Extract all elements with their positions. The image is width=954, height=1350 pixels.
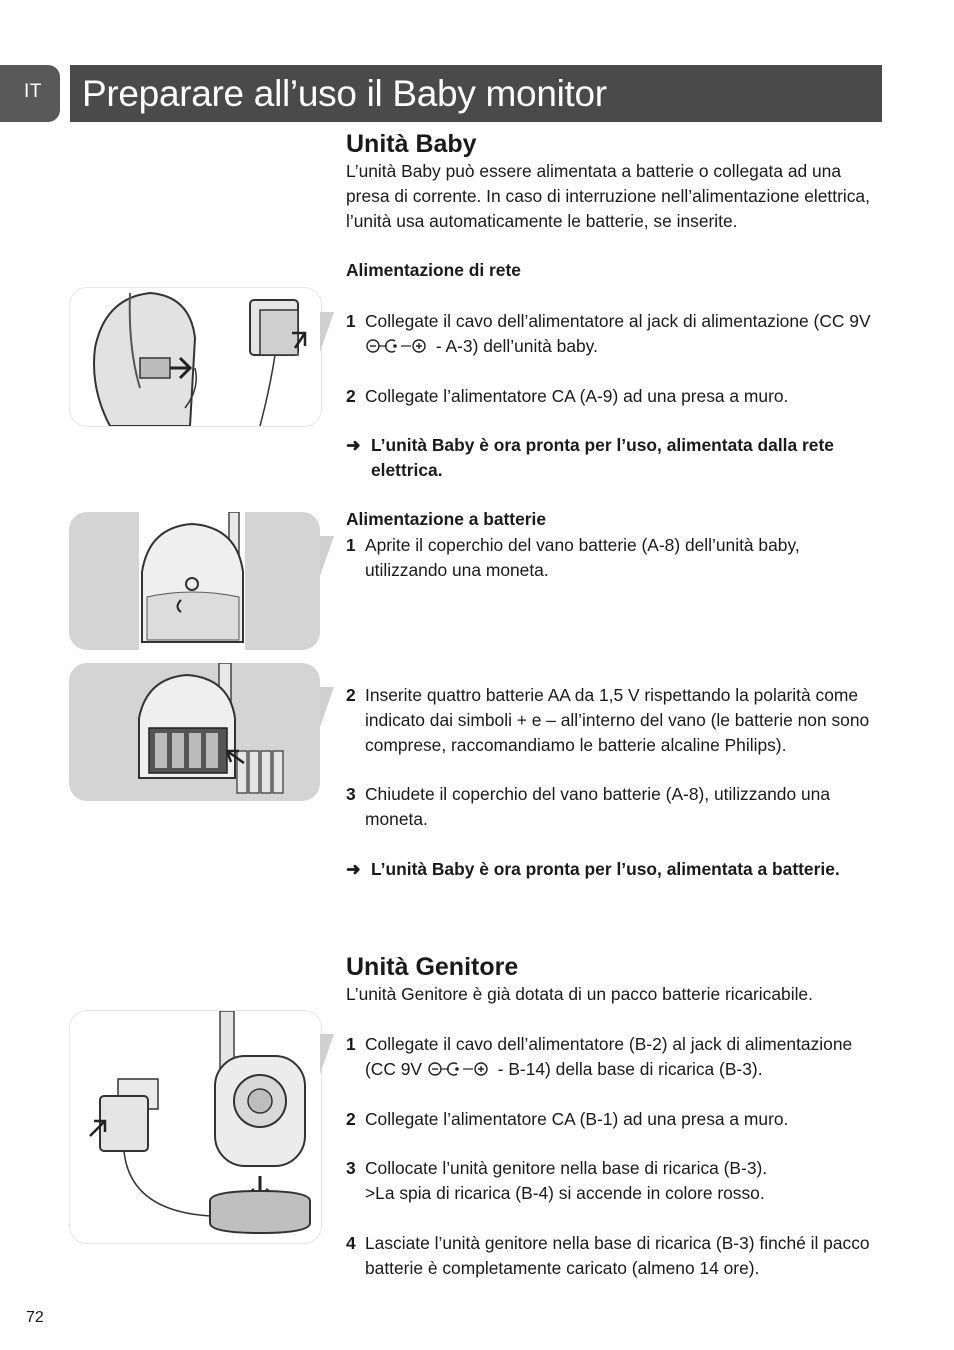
step-number: 1 (346, 1034, 356, 1054)
page-title: Preparare all’uso il Baby monitor (82, 73, 607, 114)
step-number: 3 (346, 784, 356, 804)
illustration-parent-unit-charger (69, 1010, 322, 1244)
mains-step-1 (346, 309, 886, 359)
parent-unit-intro: L’unità Genitore è già dotata di un pacco batterie ricaricabile. (346, 984, 813, 1004)
notch-decoration (320, 312, 334, 352)
step-number: 2 (346, 685, 356, 705)
section-heading-baby-unit: Unità Baby (346, 130, 477, 158)
mains-step-2 (346, 384, 886, 409)
battery-result (346, 857, 886, 882)
step-text: Lasciate l’unità genitore nella base di ricarica (B-3) finché il pacco batterie è completamente caricato (almeno 14 ore). (365, 1233, 870, 1278)
language-code: IT (24, 81, 42, 102)
step-text-continued: - A-3) dell’unità baby. (435, 336, 598, 356)
result-arrow-icon: ➜ (346, 859, 361, 879)
notch-decoration (320, 536, 334, 576)
step-text-continued: - B-14) della base di ricarica (B-3). (497, 1059, 763, 1079)
step-text: Collegate il cavo dell’alimentatore al jack di alimentazione (CC 9V (365, 311, 871, 331)
section-heading-parent-unit: Unità Genitore (346, 953, 519, 981)
step-note: >La spia di ricarica (B-4) si accende in colore rosso. (365, 1183, 765, 1203)
notch-decoration (320, 687, 334, 727)
battery-step-1 (346, 533, 886, 583)
step-number: 2 (346, 1109, 356, 1129)
step-number: 3 (346, 1158, 356, 1178)
baby-unit-plug-illustration-icon (70, 288, 321, 426)
parent-step-1 (346, 1032, 886, 1082)
language-tab (0, 65, 60, 122)
step-text: Collocate l’unità genitore nella base di ricarica (B-3). (365, 1158, 768, 1178)
step-number: 1 (346, 535, 356, 555)
subheading-mains-power: Alimentazione di rete (346, 260, 521, 280)
notch-decoration (320, 1034, 334, 1074)
illustration-insert-batteries (69, 663, 320, 801)
illustration-baby-unit-mains (69, 287, 322, 427)
battery-step-3 (346, 782, 886, 832)
step-text: Chiudete il coperchio del vano batterie (A-8), utilizzando una moneta. (365, 784, 830, 829)
result-arrow-icon: ➜ (346, 435, 361, 455)
result-text: L’unità Baby è ora pronta per l’uso, alimentata a batterie. (371, 859, 840, 879)
step-text: Collegate l’alimentatore CA (A-9) ad una presa a muro. (365, 386, 789, 406)
battery-cover-illustration-icon (69, 512, 320, 650)
step-text: Inserite quattro batterie AA da 1,5 V rispettando la polarità come indicato dai simboli + e – all’interno del vano (le batterie non sono comprese, raccomandiamo le batterie alcaline Philips). (365, 685, 870, 755)
subheading-battery-power: Alimentazione a batterie (346, 509, 547, 529)
step-text: Collegate l’alimentatore CA (B-1) ad una presa a muro. (365, 1109, 789, 1129)
step-text: Aprite il coperchio del vano batterie (A-8) dell’unità baby, utilizzando una moneta. (365, 535, 800, 580)
parent-step-2 (346, 1107, 886, 1132)
title-bar (70, 65, 882, 122)
parent-unit-charger-illustration-icon (70, 1011, 321, 1243)
parent-step-3 (346, 1156, 886, 1206)
battery-step-2 (346, 683, 886, 758)
baby-unit-intro: L’unità Baby può essere alimentata a batterie o collegata ad una presa di corrente. In caso di interruzione nell’alimentazione elettrica, l’unità usa automaticamente le batterie, se inserite. (346, 161, 870, 231)
polarity-symbol-icon (365, 338, 431, 354)
polarity-symbol-icon (427, 1061, 493, 1077)
page-number: 72 (26, 1309, 44, 1326)
illustration-open-battery-cover (69, 512, 320, 650)
step-text: Collegate il cavo dell’alimentatore (B-2) al jack di alimentazione (CC 9V (365, 1034, 853, 1079)
mains-result (346, 433, 886, 483)
step-number: 1 (346, 311, 356, 331)
step-number: 4 (346, 1233, 356, 1253)
step-number: 2 (346, 386, 356, 406)
result-text: L’unità Baby è ora pronta per l’uso, alimentata dalla rete elettrica. (371, 435, 834, 480)
batteries-illustration-icon (69, 663, 320, 801)
parent-step-4 (346, 1231, 886, 1281)
